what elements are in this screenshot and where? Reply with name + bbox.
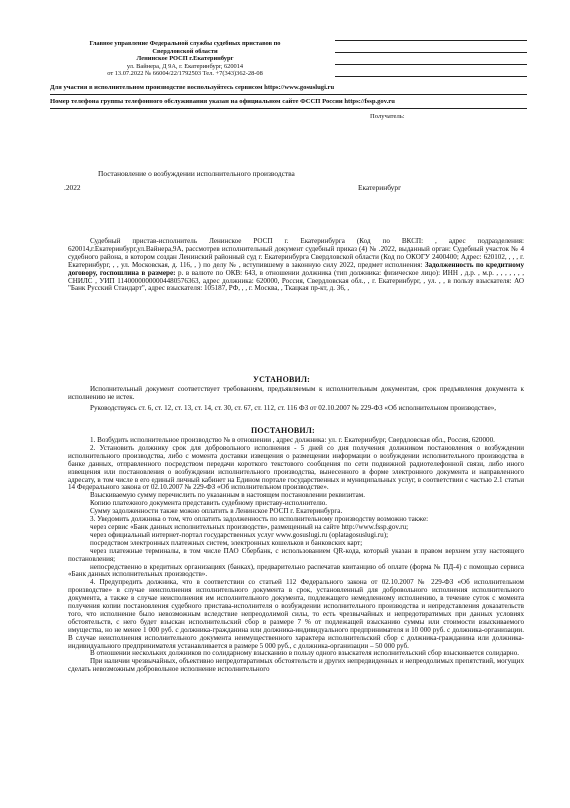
divider-1 xyxy=(50,94,527,95)
document-date: .2022 xyxy=(64,183,81,192)
recipient-line-2 xyxy=(335,52,527,53)
payment-method-gosuslugi: через официальный интернет-портал государственных услуг www.gosuslugi.ru (oplatagosuslugi.ru); xyxy=(90,530,389,539)
recipient-line-1 xyxy=(335,40,527,41)
payment-method-bank: непосредственно в кредитных организациях (банках), предварительно распечатав квитанцию об оплате (форма № ПД-4) с помощью сервиса «Банк данных исполнительных производств». xyxy=(68,562,524,579)
resolution-item-4: 4. Предупредить должника, что в соответствии со статьей 112 Федерального закона от 02.10.2007 № 229-ФЗ «Об исполнительном производстве» в случае неисполнения исполнительного документа в срок, установленный для добровольного исполнения исполнительного документа, а также в случае неисполнения им исполнительного документа, подлежащего немедленному исполнению, в течение суток с момента получения копии постановления судебного пристава-исполнителя о возбуждении исполнительного производства и непредставления доказательств того, что исполнение было невозможным вследствие непреодолимой силы, то есть чрезвычайных и непредотвратимых при данных условиях обстоятельств, с него будет взыскан исполнительский сбор в размере 7 % от подлежащей взысканию суммы или стоимости взыскиваемого имущества, но не менее 1 000 руб. с должника-гражданина или должника-индивидуального предпринимателя и 10 000 руб. с должника-организации. В случае неисполнения исполнительного документа неимущественного характера исполнительский сбор с должника-гражданина или должника-индивидуального предпринимателя устанавливается в размере 5 000 руб., с должника-организации – 50 000 руб. xyxy=(68,578,524,650)
divider-2 xyxy=(50,108,527,109)
issuer-header xyxy=(50,40,320,78)
payment-method-terminal: через платежные терминалы, в том числе ПАО Сбербанк, с использованием QR-кода, который указан в правом верхнем углу настоящего постановления; xyxy=(68,546,524,563)
solidary-collection-note: В отношении нескольких должников по солидарному взысканию в пользу одного взыскателя исполнительский сбор взыскивается солидарно. xyxy=(90,649,520,658)
payment-office-instruction: Сумму задолженности также можно оплатить в Ленинское РОСП г. Екатеринбурга. xyxy=(90,507,343,516)
subject-of-execution: Задолженность по кредитному договору, госпошлина в размере: xyxy=(68,260,524,277)
document-city: Екатеринбург xyxy=(358,183,402,192)
resolved-heading: ПОСТАНОВИЛ: xyxy=(251,426,315,435)
preamble-paragraph xyxy=(68,238,524,293)
established-heading: УСТАНОВИЛ: xyxy=(253,375,310,384)
resolution-block xyxy=(68,437,524,674)
org-name-line1: Главное управление Федеральной службы судебных приставов по xyxy=(89,40,281,47)
resolution-item-2: 2. Установить должнику срок для добровольного исполнения - 5 дней со дня получения должником постановления о возбуждении исполнительного производства, либо с момента доставки извещения о размещении информации о возбуждении исполнительного производства в банке данных, отправленного посредством передачи короткого текстового сообщения по сети подвижной радиотелефонной связи, либо иного извещения или постановления о возбуждении исполнительного производства, вынесенного в форме электронного документа и направленного адресату, в том числе в его единый личный кабинет на Едином портале государственных и муниципальных услуг, в соответствии с частью 2.1 статьи 14 Федерального закона от 02.10.2007 № 229-ФЗ «Об исполнительном производстве». xyxy=(68,443,524,492)
document-title: Постановление о возбуждении исполнительного производства xyxy=(98,169,295,178)
recipient-line-3 xyxy=(335,64,527,65)
org-name-line3: Ленинское РОСП г.Екатеринбург xyxy=(136,55,234,63)
org-name-line2: Свердловской области xyxy=(152,47,218,55)
gosuslugi-notice: Для участия в исполнительном производстве воспользуйтесь сервисом https://www.gosuslugi.ru xyxy=(50,84,335,91)
phone-notice: Номер телефона группы телефонного обслуживания указан на официальном сайте ФССП России https://fssp.gov.ru xyxy=(50,98,395,105)
payment-method-fssp: через сервис «Банк данных исполнительных производств», размещенный на сайте http://www.fssp.gov.ru; xyxy=(90,522,409,531)
established-block xyxy=(68,386,524,413)
resolution-item-1: 1. Возбудить исполнительное производство № в отношении , адрес должника: ул. г. Екатеринбург, Свердловская обл., Россия, 620000. xyxy=(90,436,495,444)
established-paragraph-1: Исполнительный документ соответствует требованиям, предъявляемым к исполнительным документам, срок предъявления документа к исполнению не истек. xyxy=(68,385,524,401)
preamble-text: Судебный пристав-исполнитель Ленинское РОСП г. Екатеринбурга (Код по ВКСП: , адрес подразделения: 620014,г.Екатеринбург,ул.Вайнера,9А, рассмотрев исполнительный документ судебный приказ (4) № .2022, выданный орган: Судебный участок № 4 судебного района, в котором создан Ленинский районный суд г. Екатеринбурга Свердловской области (Код по ОКОГУ 2400400; Адрес: 620102, , , , г. Екатеринбург, , , ул. Московская, д. 116, , ) по делу № , вступившему в законную силу 2022, предмет исполнения: xyxy=(68,237,524,269)
payment-instruction: Взыскиваемую сумму перечислить по указанным в настоящем постановлении реквизитам. xyxy=(90,491,366,500)
preamble-text-end: р. в валюте по ОКВ: 643, в отношении должника (тип должника: физическое лицо): ИНН , д.р. , м.р. , , , , , , , СНИЛС , УИП 11400000000004480576363, адрес должника: 620000, Россия, Свердловская обл., , г. Екатеринбург, , ул. , , в пользу взыскателя: АО "Банк Русский Стандарт", адрес взыскателя: 105187, РФ, , , г. Москва, , Ткацкая пр-кт, д. 36, , xyxy=(68,268,524,293)
established-paragraph-2: Руководствуясь ст. 6, ст. 12, ст. 13, ст. 14, ст. 30, ст. 67, ст. 112, ст. 116 ФЗ от 02.10.2007 № 229-ФЗ «Об исполнительном производстве», xyxy=(90,403,497,412)
force-majeure-note: При наличии чрезвычайных, объективно непредотвратимых обстоятельств и других непредвиденных и непреодолимых препятствий, могущих сделать невозможным добровольное исполнение исполнительного xyxy=(68,657,524,674)
resolution-item-3: 3. Уведомить должника о том, что оплатить задолженность по исполнительному производству возможно также: xyxy=(90,515,429,524)
recipient-line-4 xyxy=(335,76,527,77)
payment-method-electronic: посредством электронных платежных систем, электронных кошельков и банковских карт; xyxy=(90,538,363,547)
org-phone: от 13.07.2022 № 66004/22/1792503 Тел. +7(343)362-28-08 xyxy=(107,70,263,78)
org-address: ул. Вайнера, Д 9А, г. Екатеринбург, 620014 xyxy=(126,62,244,70)
payment-copy-instruction: Копию платежного документа представить судебному приставу-исполнителю. xyxy=(90,499,328,508)
recipient-label: Получатель: xyxy=(370,113,405,120)
